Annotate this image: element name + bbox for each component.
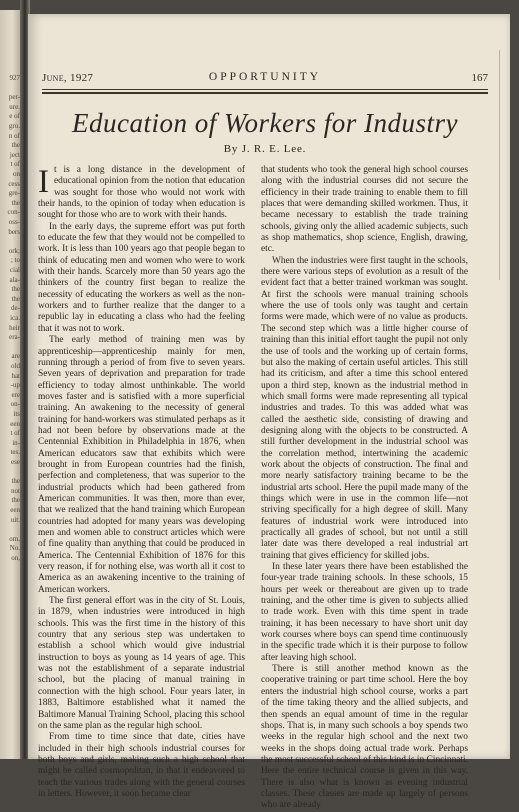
facing-page-fragment: t of [10, 160, 20, 169]
facing-page-fragment: in- [12, 438, 20, 447]
facing-page-fragment: ica. [10, 314, 20, 322]
facing-page-fragment: tes. [10, 448, 20, 457]
facing-page-fragment: the [11, 496, 20, 505]
facing-page-fragment: on [13, 170, 20, 178]
facing-page-fragment: its [13, 410, 20, 418]
article-paragraph: In these later years there have been established the four-year trade training schools. In these schools, 15 hours per week or thereabout are given up to trade training, and the other time is given to subjects allied to trade work. Even with this time spent in trade training, it has been necessary to have short unit day work courses where boys can spend time continuously in the specific trade which it is their purpose to follow after leaving high school. [261, 562, 468, 663]
facing-page-fragment: on- [10, 400, 20, 409]
drop-cap: I [38, 164, 49, 200]
facing-page-fragment: the [11, 198, 20, 207]
adjacent-page-edge [0, 10, 20, 759]
facing-page-fragment: ere [11, 390, 20, 399]
facing-page-fragment: 927 [9, 74, 20, 82]
facing-page-fragment: per- [8, 93, 20, 102]
facing-page-fragment: cial [9, 266, 20, 274]
facing-page-fragment: t of [10, 429, 20, 438]
article-column-right [261, 165, 468, 811]
facing-page-fragment: ork; [8, 246, 20, 255]
facing-page-fragment: not [11, 486, 20, 495]
facing-page-fragment: oss- [8, 218, 20, 226]
facing-page-fragment: are [11, 352, 20, 361]
article-paragraph: The early method of training men was by apprenticeship—apprenticeship mainly for men, running through a period of from five to seven years. Seven years of deprivation and preparation for trade efficiency to today almost unthinkable. The world moves faster and is satisfied with a more superficial training. An awakening to the necessity of general training for hand-workers was stimulated perhaps as it had not been before by observations made at the Centennial Exhibition in Philadelphia in 1876, when American educators saw that exhibits which were brought in from European countries had the finish, perfection and completeness, that was superior to the industrial products which had been gathered from American communities. It was then, more than ever, that we realized that the hand training which European countries had adopted for many years was developing men and women able to construct articles which were of fine quality than anything that could be produced in America. The Centennial Exhibition of 1876 for this very reason, if for nothing else, was worth all it cost to America as an awakening incentive to the training of American workers. [38, 335, 245, 595]
facing-page-fragment: ese [11, 458, 20, 466]
article-paragraph: There is still another method known as the cooperative training or part time school. Here the boy enters the industrial high school course, works a part of the time taking theory and the allied subjects, and then spends an equal amount of time in the regular shops. That is, in many such schools a boy spends two weeks in the regular high school and the next two weeks in the shops doing actual trade work. Perhaps the most successful school of this kind is in Cincinnati. Here the entire technical course is given in this way. There is also what is known as evening industrial classes. These classes are made up largely of persons who are already [261, 664, 468, 811]
article-paragraph: When the industries were first taught in the schools, there were various steps of evolution as a result of the evident fact that a better trained workman was sought. At first the schools were manual training schools where the use of tools only was taught and certain forms were made, which were of no value as products. The second step which was a little higher course of training than this initial effort taught the pupil not only the use of tools and the working up of certain forms, but also the making of certain useful articles. This still had its criticism, and after a time this school entered upon a third step, known as the industrial method in which small forms were made representing all typical industries and trades. To this was added what was called the aesthetic side, consisting of drawing and designing along with the objects to be constructed. A still further development in the industrial school was the correlation method, intertwining the academic work about the objects of construction. The final and more nearly satisfactory training became to be the industrial arts school. Here the pupil made many of the things which were in use in the common life—not striving specifically for a high degree of skill. Many features of industrial work were introduced into practically all grades of school, but not until a still later date was there developed a real industrial art training that gives efficiency for skilled jobs. [261, 255, 468, 561]
facing-page-fragment: the [11, 477, 20, 486]
facing-page-fragment: om, [9, 534, 20, 543]
article-paragraph: In the early days, the supreme effort was put forth to educate the few that they would not be compelled to work. It is less than 100 years ago that people began to think of educating men and women who were to work with their hands. Scarcely more than 50 years ago the thinkers of the country first began to realize the necessity of educating the workers as well as the non-workers and to further realize that the danger to a republic lay in educating a class who had the feeling that it was not to work. [38, 221, 245, 334]
facing-page-fragment: heir [9, 323, 20, 332]
facing-page-fragment: de- [11, 304, 20, 313]
issue-date: June, 1927 [42, 72, 94, 84]
facing-page-fragment: ure. [9, 102, 20, 111]
article-paragraph: It is a long distance in the development of educational opinion from the notion that education was sought for those who would not work with their hands, to the opinion of today when education is sought for those who are to work with their hands. [38, 164, 245, 221]
magazine-page [28, 14, 510, 811]
facing-page-fragment: ject [9, 150, 20, 159]
header-rule-thick [42, 92, 488, 94]
facing-page-fragment: the [11, 141, 20, 150]
facing-page-fragment: een [10, 419, 20, 428]
facing-page-fragment: ala- [9, 275, 20, 284]
facing-page-fragment: gre- [8, 189, 20, 198]
facing-page-fragment: on, [11, 554, 20, 562]
page-edge-marks [499, 50, 510, 280]
facing-page-fragment: n of [8, 131, 20, 140]
article-paragraph: that students who took the general high school courses along with the industrial courses did not secure the efficiency in their trade training to enable them to fill places that were demanding skilled workmen. Thus, it became necessary to establish the trade training schools, giving only the allied academic subjects, such as shop mathematics, shop science, English, drawing, etc. [261, 165, 468, 255]
facing-page-fragment: -up [10, 381, 20, 390]
facing-page-fragment: ; to [10, 256, 20, 265]
magazine-name: OPPORTUNITY [208, 71, 322, 83]
facing-page-fragment: con- [7, 208, 20, 217]
facing-page-fragment: No. [9, 544, 20, 553]
facing-page-fragment: the [11, 285, 20, 294]
article-byline: By J. R. E. Lee. [223, 143, 307, 155]
facing-page-fragment: gro. [8, 122, 20, 130]
facing-page-fragment: cess [8, 179, 20, 188]
page-number: 167 [471, 72, 488, 84]
running-header [42, 72, 488, 88]
facing-page-fragment: old [11, 362, 20, 370]
header-rule-thin [42, 89, 488, 90]
facing-page-fragment: e of [9, 112, 20, 121]
facing-page-fragment: hat [11, 371, 20, 380]
article-column-left [38, 164, 245, 799]
facing-page-fragment: uit. [10, 515, 20, 524]
article-paragraph: From time to time since that date, cities have included in their high schools industrial courses for both boys and girls, making such a high school that might be called cosmopolitan, in that it endeavored to teach the various trades along with the general courses in letters. However, it soon became clear [38, 732, 245, 799]
article-title: Education of Workers for Industry [72, 108, 458, 138]
facing-page-fragment: era- [9, 333, 20, 342]
facing-page-fragment: bers [8, 227, 20, 236]
article-paragraph: The first general effort was in the city of St. Louis, in 1879, when industries were introduced in high schools. This was the first time in the history of this country that any serious step was undertaken to establish a school which would give industrial instruction to boys as young as 14 years of age. This was not the establishment of a separate industrial school, but the placing of manual training in connection with the high school. Four years later, in 1883, Baltimore established what it named the Baltimore Manual Training School, placing this school on the same plan as the regular high school. [38, 596, 245, 731]
facing-page-fragment: the [11, 294, 20, 303]
facing-page-fragment: een [10, 506, 20, 514]
